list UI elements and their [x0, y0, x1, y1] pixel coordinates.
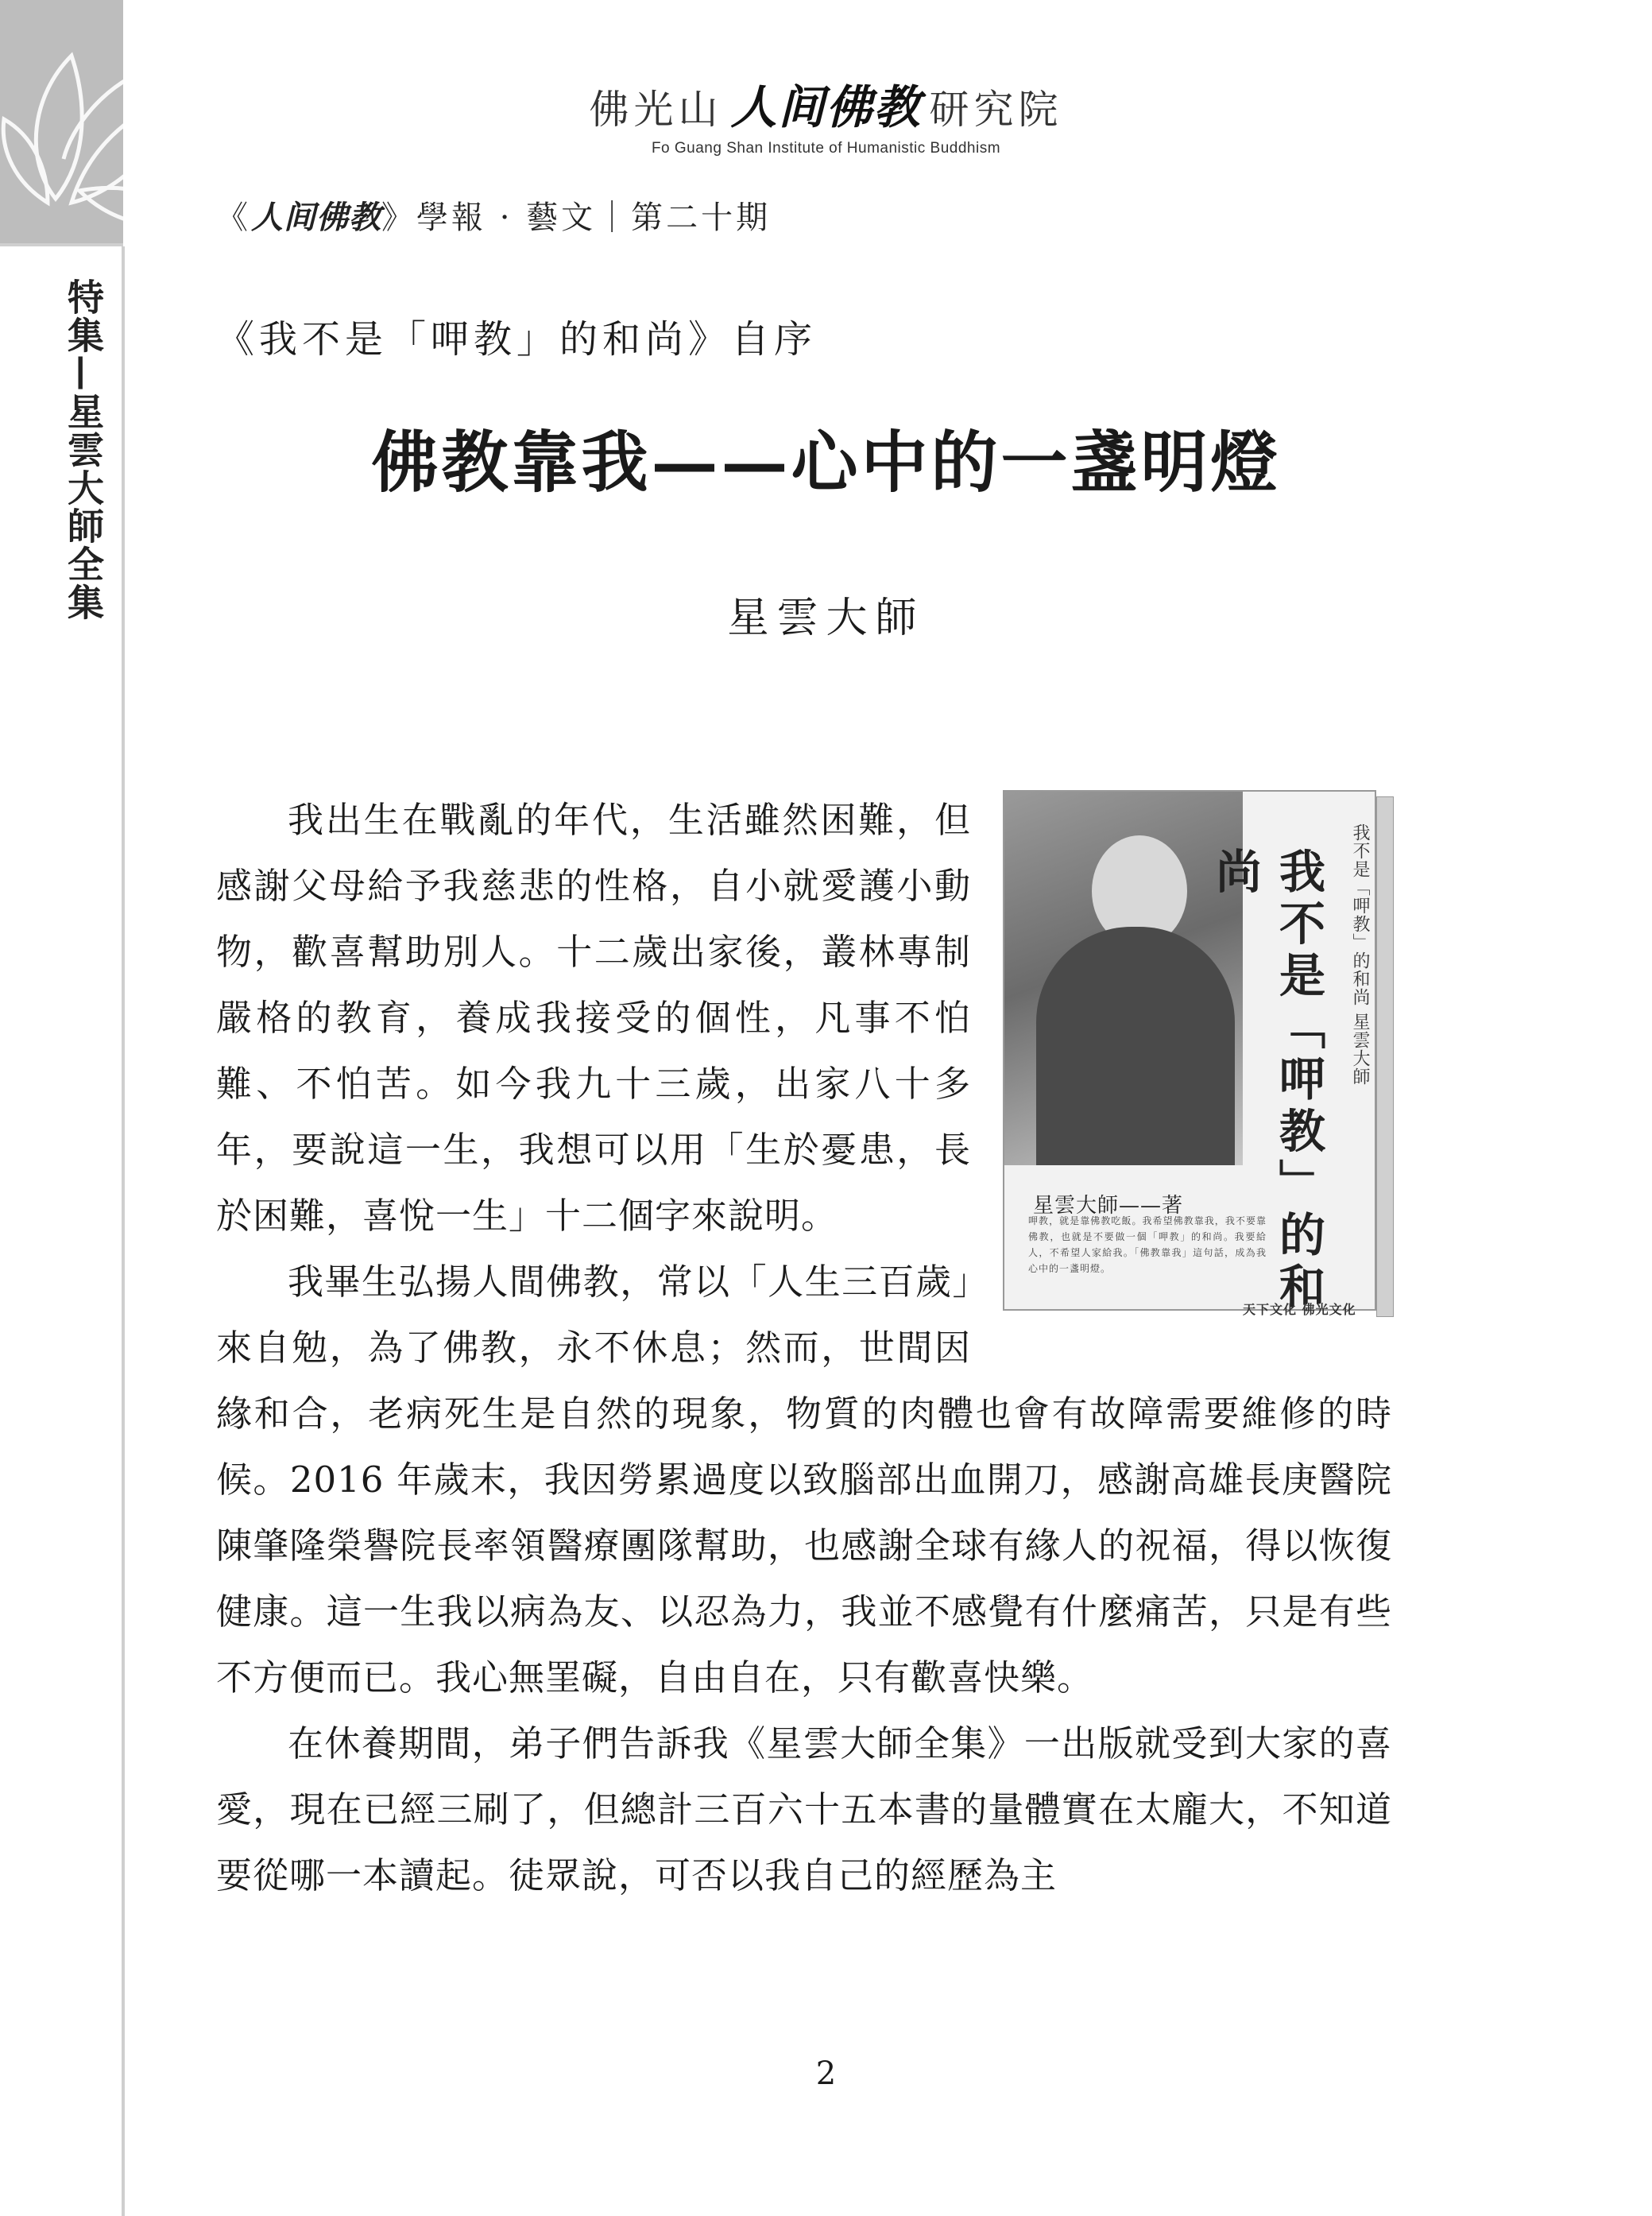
book-title: 我不是「呷教」的和尚 — [1208, 847, 1325, 1309]
article-body — [216, 787, 1392, 1908]
paragraph: 在休養期間，弟子們告訴我《星雲大師全集》一出版就受到大家的喜愛，現在已經三刷了，但總計三百六十五本書的量體實在太龐大，不知道要從哪一本讀起。徒眾說，可否以我自己的經歷為主 — [216, 1722, 1392, 1896]
institute-header — [0, 70, 1652, 157]
margin-rule — [122, 246, 125, 2216]
article-subtitle: 《我不是「呷教」的和尚》自序 — [216, 317, 818, 362]
book-author: 星雲大師——著 — [1033, 1194, 1184, 1218]
institute-brand: 人间佛教 — [730, 80, 922, 134]
journal-line — [216, 192, 771, 238]
page-number: 2 — [815, 2055, 837, 2092]
journal-brand: 人间佛教 — [251, 199, 381, 236]
corner-rule — [0, 243, 123, 246]
article-author: 星雲大師 — [727, 595, 925, 642]
book-blurb: 呷教，就是靠佛教吃飯。我希望佛教靠我，我不要靠佛教，也就是不要做一個「呷教」的和尚。我要給人，不希望人家給我。「佛教靠我」這句話，成為我心中的一盞明燈。 — [1028, 1215, 1267, 1274]
journal-issue: 》學報 · 藝文｜第二十期 — [381, 200, 772, 236]
book-spine-text: 我不是「呷教」的和尚 星雲大師 — [1350, 823, 1370, 1086]
paragraph: 我出生在戰亂的年代，生活雖然困難，但感謝父母給予我慈悲的性格，自小就愛護小動物，歡喜幫助別人。十二歲出家後，叢林專制嚴格的教育，養成我接受的個性，凡事不怕難、不怕苦。如今我九十三歲，出家八十多年，要說這一生，我想可以用「生於憂患，長於困難，喜悅一生」十二個字來說明。 — [216, 799, 971, 1237]
paragraph: 我畢生弘揚人間佛教，常以「人生三百歲」來自勉，為了佛教，永不休息；然而，世間因緣和合，老病死生是自然的現象，物質的肉體也會有故障需要維修的時候。2016 年歲末，我因勞累過度以致腦部出血開刀，感謝高雄長庚醫院陳肇隆榮譽院長率領醫療團隊幫助，也感謝全球有緣人的祝福，得以恢復健康。這一生我以病為友、以忍為力，我並不感覺有什麼痛苦，只是有些不方便而已。我心無罣礙，自由自在，只有歡喜快樂。 — [216, 1261, 1392, 1699]
institute-name-pre: 佛光山 — [589, 87, 723, 133]
institute-name-post: 研究院 — [929, 87, 1063, 133]
book-spine — [1376, 796, 1394, 1317]
institute-name — [0, 70, 1652, 137]
section-title: 特集—星雲大師全集 — [62, 278, 105, 622]
institute-name-en: Fo Guang Shan Institute of Humanistic Buddhism — [651, 140, 1001, 157]
article-title: 佛教靠我——心中的一盞明燈 — [371, 423, 1281, 502]
book-cover — [1003, 790, 1376, 1317]
photo-robe-shape — [1036, 927, 1235, 1165]
book-cover-image — [1003, 790, 1392, 1317]
book-publisher: 天下文化 佛光文化 — [1243, 1302, 1356, 1317]
journal-open: 《 — [216, 200, 251, 236]
